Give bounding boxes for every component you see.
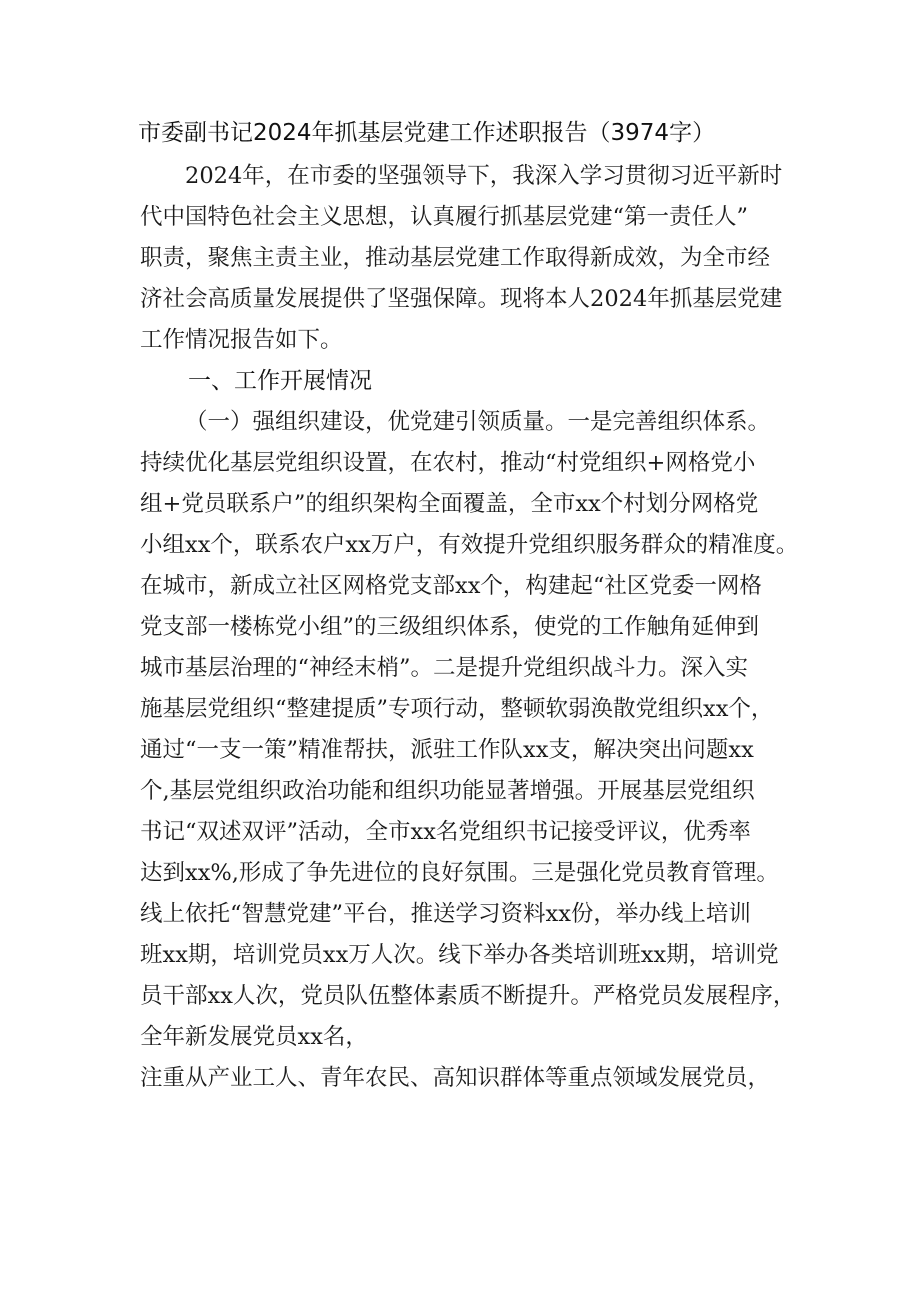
body-line: 员干部xx人次，党员队伍整体素质不断提升。严格党员发展程序，: [140, 983, 796, 1009]
document-title: 市委副书记2024年抓基层党建工作述职报告（3974字）: [138, 120, 716, 146]
body-line: 城市基层治理的“神经末梢”。二是提升党组织战斗力。深入实: [140, 655, 749, 681]
body-line: 工作情况报告如下。: [140, 327, 343, 353]
body-line: 线上依托“智慧党建”平台，推送学习资料xx份，举办线上培训: [140, 901, 751, 927]
body-line: 通过“一支一策”精准帮扶，派驻工作队xx支，解决突出问题xx: [140, 737, 754, 763]
body-line: 个,基层党组织政治功能和组织功能显著增强。开展基层党组织: [140, 778, 755, 804]
body-line: 职责，聚焦主责主业，推动基层党建工作取得新成效，为全市经: [140, 245, 771, 271]
body-line: 书记“双述双评”活动，全市xx名党组织书记接受评议，优秀率: [140, 819, 751, 845]
body-line: 达到xx%,形成了争先进位的良好氛围。三是强化党员教育管理。: [140, 860, 779, 886]
document-body: [140, 156, 800, 1099]
body-line: 党支部一楼栋党小组”的三级组织体系，使党的工作触角延伸到: [140, 614, 760, 640]
body-line: 施基层党组织“整建提质”专项行动，整顿软弱涣散党组织xx个，: [140, 696, 774, 722]
body-line: 济社会高质量发展提供了坚强保障。现将本人2024年抓基层党建: [140, 286, 783, 312]
body-line: （一）强组织建设，优党建引领质量。一是完善组织体系。: [185, 409, 771, 435]
body-line: 班xx期，培训党员xx万人次。线下举办各类培训班xx期，培训党: [140, 942, 779, 968]
body-line: 代中国特色社会主义思想，认真履行抓基层党建“第一责任人”: [140, 204, 749, 230]
body-line: 组+党员联系户”的组织架构全面覆盖，全市xx个村划分网格党: [140, 491, 759, 517]
body-line: 注重从产业工人、青年农民、高知识群体等重点领域发展党员，: [140, 1065, 771, 1091]
body-line: 在城市，新成立社区网格党支部xx个，构建起“社区党委一网格: [140, 573, 762, 599]
body-line: 2024年，在市委的坚强领导下，我深入学习贯彻习近平新时: [185, 163, 783, 189]
body-line: 全年新发展党员xx名，: [140, 1024, 368, 1050]
body-line: 持续优化基层党组织设置，在农村，推动“村党组织+网格党小: [140, 450, 756, 476]
body-line: 小组xx个，联系农户xx万户，有效提升党组织服务群众的精准度。: [140, 532, 799, 558]
section-heading: 一、工作开展情况: [188, 368, 372, 394]
